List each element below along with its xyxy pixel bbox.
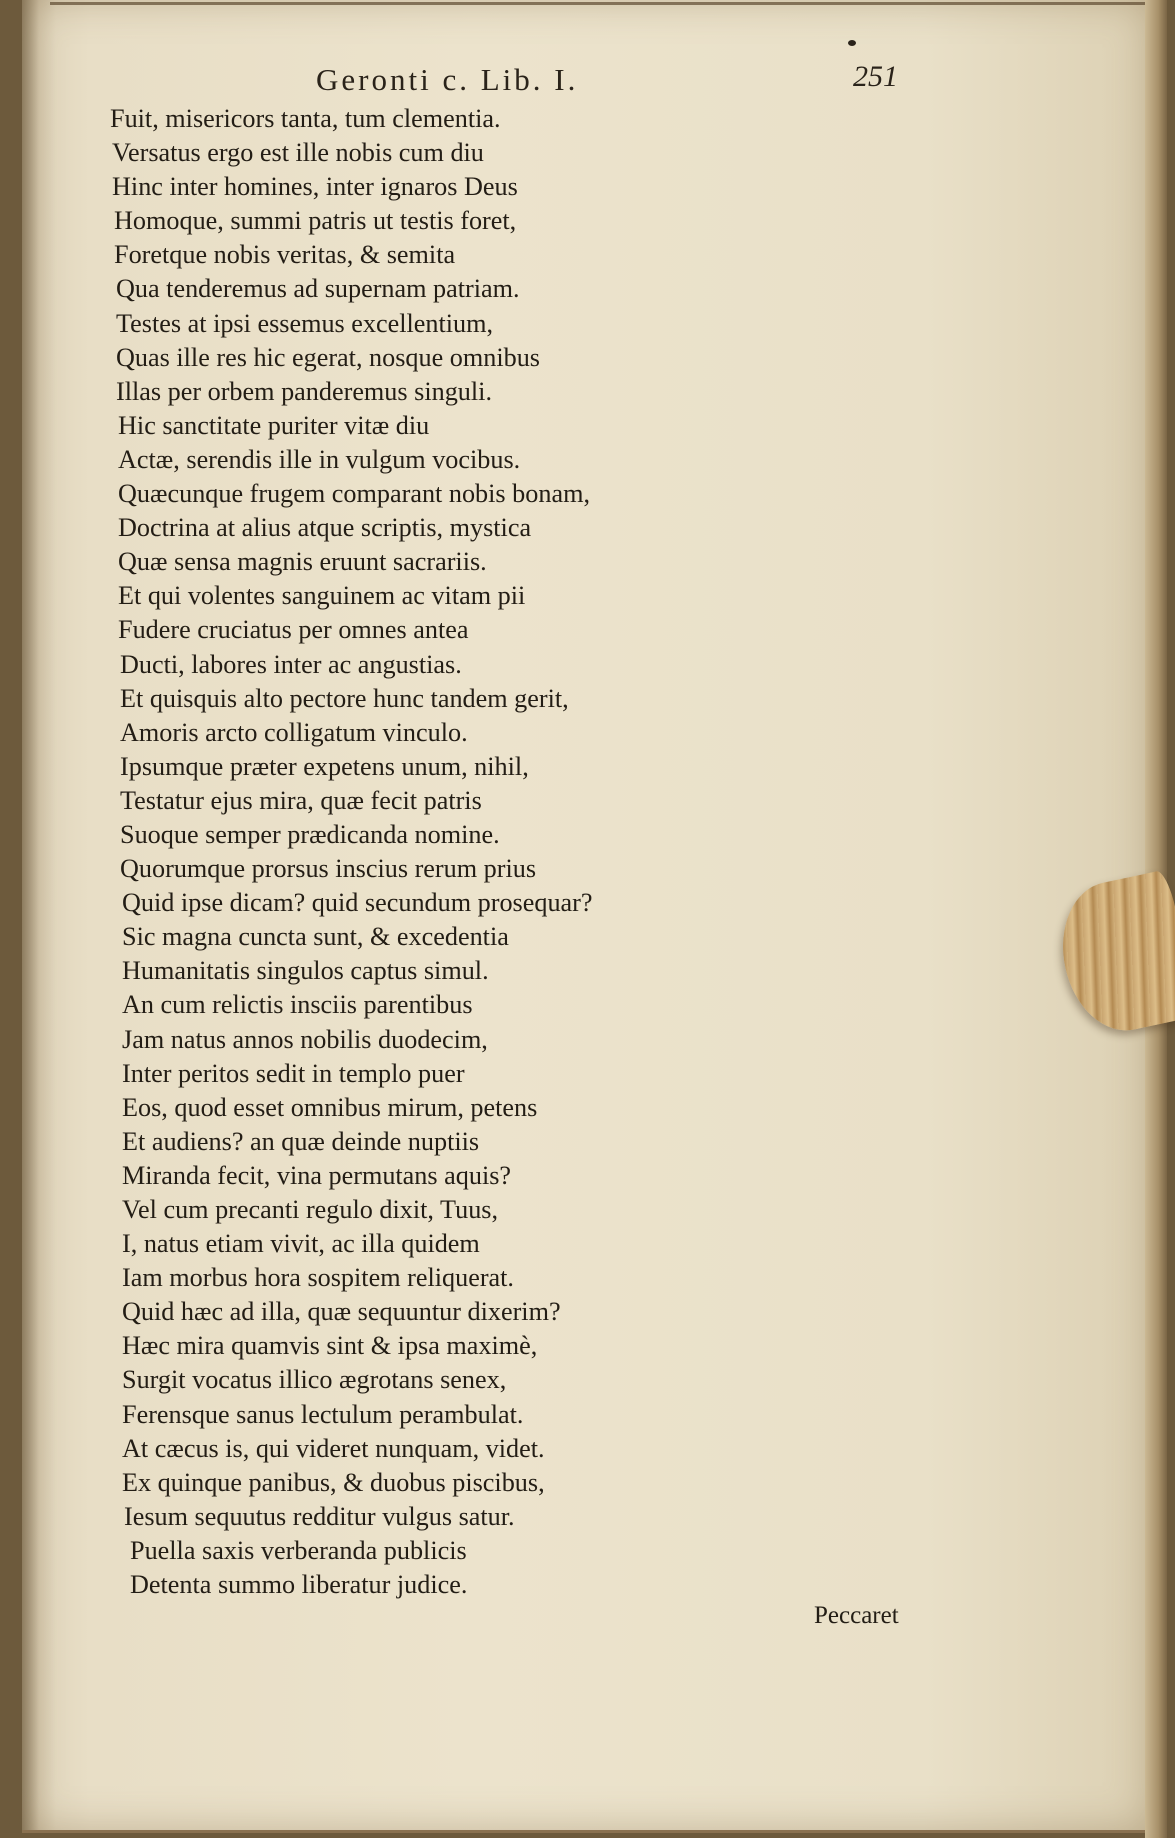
verse-line: Puella saxis verberanda publicis [130,1535,467,1565]
verse-line: Versatus ergo est ille nobis cum diu [112,138,484,168]
catchword: Peccaret [814,1602,899,1629]
verse-line: Quid hæc ad illa, quæ sequuntur dixerim? [122,1297,561,1327]
verse-line: Illas per orbem panderemus singuli. [116,376,492,406]
verse-line: Eos, quod esset omnibus mirum, petens [122,1092,538,1122]
verse-line: Quorumque prorsus inscius rerum prius [120,854,537,884]
verse-line: Ducti, labores inter ac angustias. [120,649,462,679]
verse-line: Et audiens? an quæ deinde nuptiis [122,1126,480,1156]
verse-line: Fuit, misericors tanta, tum clementia. [110,104,501,133]
verse-line: Homoque, summi patris ut testis foret, [114,206,517,236]
verse-line: Et quisquis alto pectore hunc tandem gerit, [120,683,569,713]
verse-line: At cæcus is, qui videret nunquam, videt. [122,1433,545,1463]
verse-line: Inter peritos sedit in templo puer [122,1058,465,1088]
verse-line: Hic sanctitate puriter vitæ diu [118,410,430,440]
verse-line: Hinc inter homines, inter ignaros Deus [112,172,518,202]
verse-line: Quid ipse dicam? quid secundum prosequar? [122,888,593,918]
verse-line: Qua tenderemus ad supernam patriam. [116,274,520,304]
ink-mark [848,40,856,46]
verse-line: Miranda fecit, vina permutans aquis? [122,1160,512,1190]
verse-line: Quæcunque frugem comparant nobis bonam, [118,479,590,509]
verse-line: Quas ille res hic egerat, nosque omnibus [116,342,540,372]
verse-line: Detenta summo liberatur judice. [130,1570,468,1600]
verse-line: Ex quinque panibus, & duobus piscibus, [122,1467,545,1497]
verse-line: Ferensque sanus lectulum perambulat. [122,1399,524,1429]
verse-line: Hæc mira quamvis sint & ipsa maximè, [122,1331,538,1361]
top-page-edge [50,2,1150,5]
verse-line: Foretque nobis veritas, & semita [114,240,456,270]
verse-line: Iam morbus hora sospitem reliquerat. [122,1263,514,1293]
verse-line: Testatur ejus mira, quæ fecit patris [120,785,482,815]
verse-line: Humanitatis singulos captus simul. [122,956,489,986]
verse-line: Quæ sensa magnis eruunt sacrariis. [118,547,487,577]
page-number: 251 [853,60,898,93]
verse-line: Surgit vocatus illico ægrotans senex, [122,1365,507,1395]
verse-line: I, natus etiam vivit, ac illa quidem [122,1229,480,1259]
verse-line: Ipsumque præter expetens unum, nihil, [120,751,529,781]
verse-line: Jam natus annos nobilis duodecim, [122,1024,488,1054]
verse-line: Amoris arcto colligatum vinculo. [120,717,468,747]
verse-line: Sic magna cuncta sunt, & excedentia [122,922,509,952]
running-head: Geronti c. Lib. I. [316,62,579,97]
verse-line: Suoque semper prædicanda nomine. [120,819,500,849]
verse-line: An cum relictis insciis parentibus [122,990,473,1020]
verse-line: Vel cum precanti regulo dixit, Tuus, [122,1195,499,1224]
verse-line: Doctrina at alius atque scriptis, mystica [118,513,532,543]
verse-line: Et qui volentes sanguinem ac vitam pii [118,581,526,611]
verse-line: Fudere cruciatus per omnes antea [118,615,469,645]
verse-line: Testes at ipsi essemus excellentium, [116,308,494,338]
verse-line: Iesum sequutus redditur vulgus satur. [124,1501,515,1531]
verse-text [110,102,593,1602]
verse-line: Actæ, serendis ille in vulgum vocibus. [118,444,521,474]
page-gutter [22,0,56,1830]
